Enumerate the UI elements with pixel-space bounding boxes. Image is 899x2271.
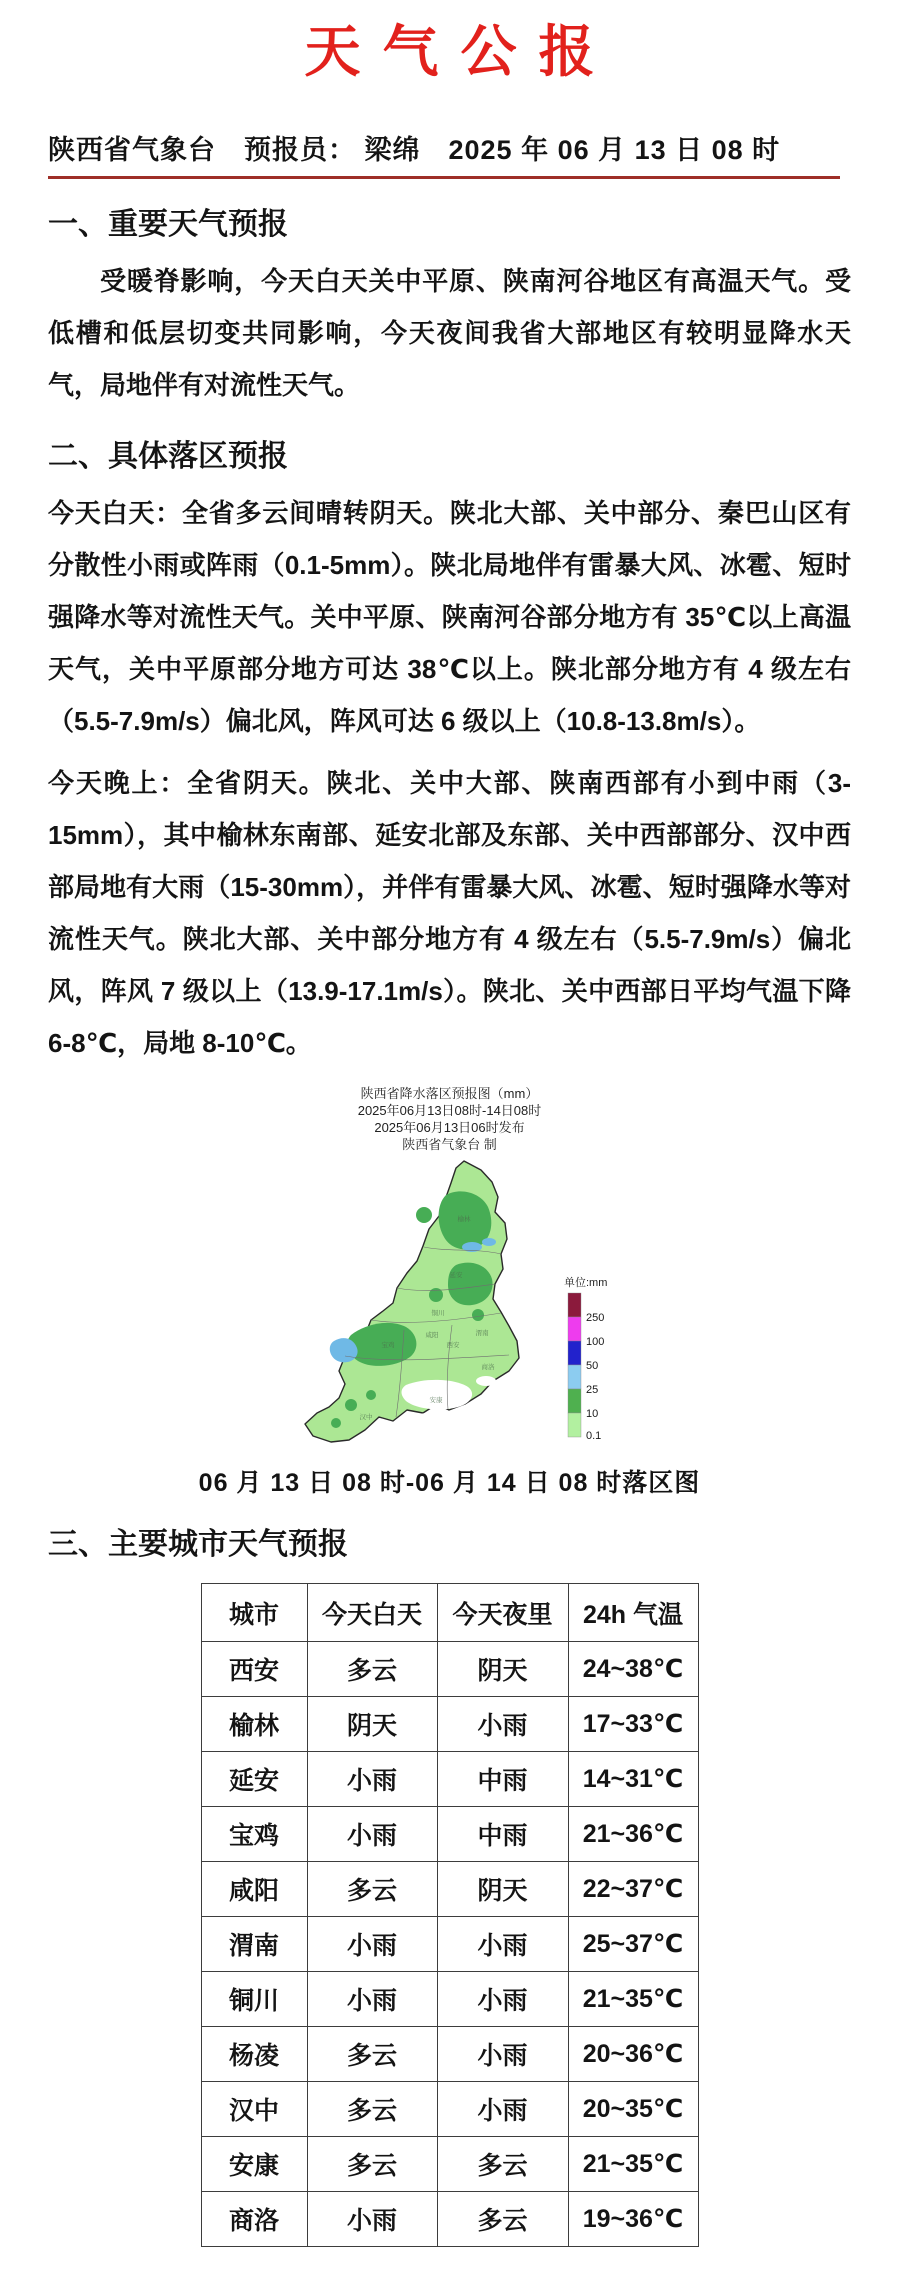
map-caption: 06 月 13 日 08 时-06 月 14 日 08 时落区图	[198, 1469, 701, 1497]
night-cell: 小雨	[437, 2082, 568, 2137]
section1-heading: 一、重要天气预报	[48, 208, 288, 241]
header-temp: 24h 气温	[568, 1584, 698, 1642]
province-shape	[305, 1161, 519, 1442]
day-cell: 多云	[307, 1642, 437, 1697]
temp-cell: 21~36℃	[568, 1807, 698, 1862]
map-label-shangluo: 商洛	[481, 1364, 494, 1371]
legend-label-50: 50	[585, 1360, 598, 1372]
city-cell: 安康	[201, 2137, 307, 2192]
night-cell: 小雨	[437, 1972, 568, 2027]
shaanxi-precipitation-map	[296, 1155, 656, 1447]
section2-night-paragraph: 今天晚上：全省阴天。陕北、关中大部、陕南西部有小到中雨（3-15mm），其中榆林东南部、延安北部及东部、关中西部部分、汉中西部局地有大雨（15-30mm），并伴有雷暴大风、冰雹、短时强降水等对流性天气。陕北大部、关中部分地方有 4 级左右（5.5-7.9m/s）偏北风，阵风 7 级以上（13.9-17.1m/s）。陕北、关中西部日平均气温下降 6-8℃，局地 8-10℃。	[48, 768, 851, 1058]
day-cell: 小雨	[307, 1917, 437, 1972]
city-cell: 渭南	[201, 1917, 307, 1972]
map-label-yulin: 榆林	[457, 1216, 470, 1223]
table-row	[201, 2027, 698, 2082]
city-cell: 宝鸡	[201, 1807, 307, 1862]
header-night: 今天夜里	[437, 1584, 568, 1642]
night-cell: 阴天	[437, 1642, 568, 1697]
table-row	[201, 1862, 698, 1917]
night-cell: 小雨	[437, 1917, 568, 1972]
temp-cell: 20~36℃	[568, 2027, 698, 2082]
city-cell: 商洛	[201, 2192, 307, 2247]
map-label-hanzhong: 汉中	[359, 1414, 372, 1421]
city-forecast-table	[201, 1583, 699, 2247]
day-cell: 多云	[307, 1862, 437, 1917]
legend-label-0.1: 0.1	[585, 1430, 601, 1442]
table-row	[201, 1917, 698, 1972]
map-title-block	[48, 1085, 851, 1153]
map-title-line-3: 2025年06月13日06时发布	[374, 1120, 525, 1135]
table-row	[201, 1642, 698, 1697]
temp-cell: 17~33℃	[568, 1697, 698, 1752]
table-row	[201, 1807, 698, 1862]
table-header-row	[201, 1584, 698, 1642]
day-cell: 小雨	[307, 1972, 437, 2027]
map-label-ankang: 安康	[429, 1397, 442, 1404]
night-cell: 多云	[437, 2137, 568, 2192]
map-label-tongchuan: 铜川	[431, 1310, 444, 1317]
map-label-baoji: 宝鸡	[381, 1342, 394, 1349]
temp-cell: 22~37℃	[568, 1862, 698, 1917]
night-cell: 多云	[437, 2192, 568, 2247]
section3-heading: 三、主要城市天气预报	[48, 1528, 348, 1561]
city-cell: 杨凌	[201, 2027, 307, 2082]
map-label-xianyang: 咸阳	[425, 1332, 438, 1339]
day-cell: 小雨	[307, 1807, 437, 1862]
city-cell: 铜川	[201, 1972, 307, 2027]
section2-heading: 二、具体落区预报	[48, 440, 288, 473]
map-label-yanan: 延安	[449, 1272, 462, 1279]
temp-cell: 20~35℃	[568, 2082, 698, 2137]
day-cell: 多云	[307, 2137, 437, 2192]
day-cell: 多云	[307, 2082, 437, 2137]
map-legend	[564, 1276, 607, 1442]
page-title: 天气公报	[304, 20, 617, 83]
table-row	[201, 1972, 698, 2027]
section1-paragraph: 受暖脊影响，今天白天关中平原、陕南河谷地区有高温天气。受低槽和低层切变共同影响，今天夜间我省大部地区有较明显降水天气，局地伴有对流性天气。	[48, 266, 851, 400]
map-title-line-1: 陕西省降水落区预报图（mm）	[360, 1086, 539, 1101]
header-city: 城市	[201, 1584, 307, 1642]
table-row	[201, 2137, 698, 2192]
temp-cell: 24~38℃	[568, 1642, 698, 1697]
temp-cell: 21~35℃	[568, 1972, 698, 2027]
temp-cell: 14~31℃	[568, 1752, 698, 1807]
legend-labels	[586, 1312, 604, 1442]
table-row	[201, 2082, 698, 2137]
legend-color-bar	[568, 1293, 581, 1437]
night-cell: 小雨	[437, 1697, 568, 1752]
section2-day-paragraph: 今天白天：全省多云间晴转阴天。陕北大部、关中部分、秦巴山区有分散性小雨或阵雨（0.1-5mm）。陕北局地伴有雷暴大风、冰雹、短时强降水等对流性天气。关中平原、陕南河谷部分地方有 35℃以上高温天气，关中平原部分地方可达 38℃以上。陕北部分地方有 4 级左右（5.5-7.9m/s）偏北风，阵风可达 6 级以上（10.8-13.8m/s）。	[48, 498, 851, 736]
table-row	[201, 1752, 698, 1807]
city-cell: 西安	[201, 1642, 307, 1697]
no-rain-patches	[401, 1376, 496, 1425]
legend-label-25: 25	[585, 1384, 598, 1396]
city-cell: 咸阳	[201, 1862, 307, 1917]
legend-label-250: 250	[585, 1312, 604, 1324]
table-row	[201, 2192, 698, 2247]
day-cell: 多云	[307, 2027, 437, 2082]
city-cell: 延安	[201, 1752, 307, 1807]
header-day: 今天白天	[307, 1584, 437, 1642]
map-title-line-2: 2025年06月13日08时-14日08时	[357, 1103, 542, 1118]
city-cell: 汉中	[201, 2082, 307, 2137]
temp-cell: 21~35℃	[568, 2137, 698, 2192]
night-cell: 中雨	[437, 1752, 568, 1807]
temp-cell: 19~36℃	[568, 2192, 698, 2247]
day-cell: 小雨	[307, 2192, 437, 2247]
day-cell: 小雨	[307, 1752, 437, 1807]
legend-label-100: 100	[585, 1336, 604, 1348]
night-cell: 小雨	[437, 2027, 568, 2082]
map-label-weinan: 渭南	[475, 1330, 488, 1337]
night-cell: 阴天	[437, 1862, 568, 1917]
issuer-line: 陕西省气象台 预报员： 梁绵 2025 年 06 月 13 日 08 时	[48, 128, 840, 179]
night-cell: 中雨	[437, 1807, 568, 1862]
legend-title: 单位:mm	[563, 1277, 607, 1289]
city-cell: 榆林	[201, 1697, 307, 1752]
legend-label-10: 10	[585, 1408, 598, 1420]
map-label-xian: 西安	[446, 1342, 459, 1349]
precipitation-map-figure	[48, 1085, 851, 1499]
day-cell: 阴天	[307, 1697, 437, 1752]
temp-cell: 25~37℃	[568, 1917, 698, 1972]
map-title-line-4: 陕西省气象台 制	[402, 1137, 497, 1152]
table-row	[201, 1697, 698, 1752]
